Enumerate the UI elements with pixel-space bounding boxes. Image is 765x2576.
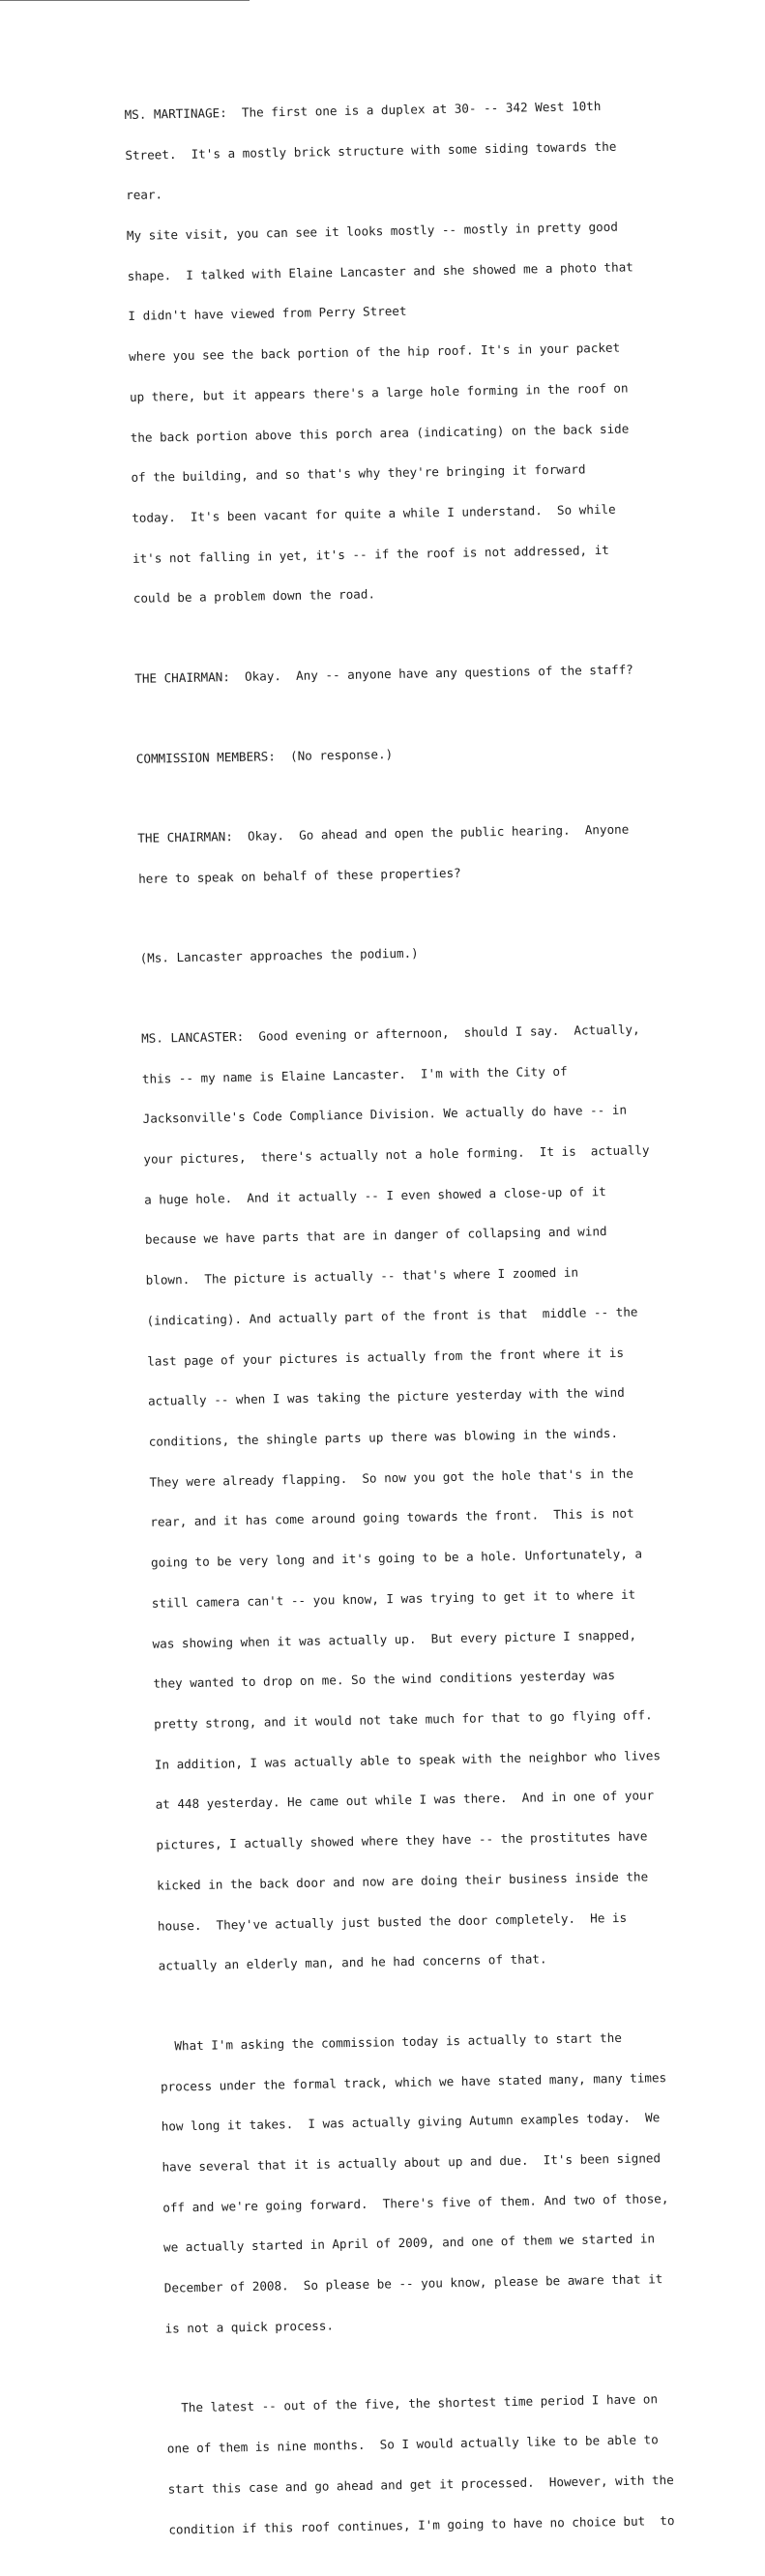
text-line: rear, and it has come around going towards the front. This is not bbox=[150, 1506, 634, 1530]
text-line: actually an elderly man, and he had concerns of that. bbox=[158, 1951, 547, 1974]
text-line: In addition, I was actually able to speak with the neighbor who lives bbox=[154, 1747, 662, 1772]
text-line: pretty strong, and it would not take much for that to go flying off. bbox=[153, 1707, 653, 1732]
text-line: THE CHAIRMAN: Okay. Go ahead and open the public hearing. Anyone bbox=[137, 821, 630, 845]
text-line: December of 2008. So please be -- you know, please be aware that it bbox=[163, 2271, 663, 2295]
text-line: because we have parts that are in danger of collapsing and wind bbox=[144, 1224, 607, 1248]
text-line: start this case and go ahead and get it processed. However, with the bbox=[167, 2472, 674, 2497]
text-line: MS. LANCASTER: Good evening or afternoon, should I say. Actually, bbox=[140, 1022, 640, 1046]
text-line: blown. The picture is actually -- that's where I zoomed in bbox=[145, 1264, 579, 1288]
text-line: have several that it is actually about up and due. It's been signed bbox=[162, 2150, 662, 2175]
text-line: we actually started in April of 2009, and one of them we started in bbox=[162, 2231, 656, 2256]
text-line: actually -- when I was taking the picture yesterday with the wind bbox=[147, 1385, 625, 1409]
text-line: off and we're going forward. There's five of them. And two of those, bbox=[162, 2190, 669, 2215]
text-line: they wanted to drop on me. So the wind conditions yesterday was bbox=[153, 1668, 616, 1692]
text-line: (indicating). And actually part of the front is that middle -- the bbox=[146, 1304, 638, 1328]
text-line: conditions, the shingle parts up there was blowing in the winds. bbox=[148, 1425, 619, 1449]
transcript-page bbox=[124, 72, 707, 2576]
text-line: where you see the back portion of the hip roof. It's in your packet bbox=[129, 340, 621, 365]
lancaster-timeline bbox=[165, 2365, 706, 2563]
text-line: here to speak on behalf of these properties? bbox=[137, 865, 461, 886]
text-line: My site visit, you can see it looks mostly -- mostly in pretty good bbox=[126, 219, 618, 243]
text-line: process under the formal track, which we have stated many, many times bbox=[160, 2069, 667, 2094]
text-line: condition if this roof continues, I'm going to have no choice but to bbox=[168, 2512, 675, 2537]
text-line: a huge hole. And it actually -- I even showed a close-up of it bbox=[144, 1183, 606, 1207]
chairman-question bbox=[134, 636, 673, 713]
text-line: Jacksonville's Code Compliance Division. We actually do have -- in bbox=[142, 1102, 628, 1127]
text-line: (Ms. Lancaster approaches the podium.) bbox=[139, 945, 419, 966]
top-rule bbox=[0, 0, 250, 1]
commission-response bbox=[135, 715, 674, 792]
text-line: the back portion above this porch area (indicating) on the back side bbox=[130, 421, 630, 445]
text-line: rear. bbox=[126, 187, 163, 203]
text-line: They were already flapping. So now you got the hole that's in the bbox=[149, 1466, 634, 1490]
text-line: how long it takes. I was actually giving Autumn examples today. We bbox=[161, 2110, 661, 2134]
text-line: could be a problem down the road. bbox=[132, 586, 376, 607]
text-line: up there, but it appears there's a large hole forming in the roof on bbox=[129, 380, 629, 404]
text-line: Street. It's a mostly brick structure with some siding towards the bbox=[125, 138, 617, 163]
text-line: it's not falling in yet, it's -- if the roof is not addressed, it bbox=[132, 542, 609, 566]
martinage-statement bbox=[124, 72, 671, 633]
text-line: of the building, and so that's why they're bringing it forward bbox=[131, 461, 586, 486]
text-line: this -- my name is Elaine Lancaster. I'm with the City of bbox=[141, 1063, 568, 1086]
text-line: going to be very long and it's going to be a hole. Unfortunately, a bbox=[150, 1546, 643, 1570]
text-line: shape. I talked with Elaine Lancaster and she showed me a photo that bbox=[127, 259, 633, 283]
text-line: house. They've actually just busted the door completely. He is bbox=[157, 1910, 628, 1934]
lancaster-statement bbox=[141, 995, 697, 2000]
text-line: one of them is nine months. So I would actually like to be able to bbox=[166, 2432, 659, 2456]
chairman-hearing bbox=[137, 795, 677, 912]
text-line: MS. MARTINAGE: The first one is a duplex at 30- -- 342 West 10th bbox=[124, 98, 602, 122]
text-line: at 448 yesterday. He came out while I was there. And in one of your bbox=[155, 1788, 655, 1813]
text-line: THE CHAIRMAN: Okay. Any -- anyone have any questions of the staff? bbox=[134, 662, 633, 686]
text-line: is not a quick process. bbox=[164, 2318, 335, 2336]
text-line: last page of your pictures is actually from the front where it is bbox=[147, 1345, 625, 1369]
text-line: COMMISSION MEMBERS: (No response.) bbox=[135, 746, 394, 766]
text-line: today. It's been vacant for quite a while I understand. So while bbox=[132, 501, 616, 525]
lancaster-request bbox=[160, 2003, 704, 2363]
text-line: still camera can't -- you know, I was trying to get it to where it bbox=[151, 1586, 636, 1611]
text-line: kicked in the back door and now are doing their business inside the bbox=[157, 1869, 649, 1893]
text-line: I didn't have viewed from Perry Street bbox=[128, 304, 407, 324]
lancaster-approaches bbox=[139, 915, 678, 992]
text-line: your pictures, there's actually not a hole forming. It is actually bbox=[143, 1142, 650, 1167]
text-line: What I'm asking the commission today is actually to start the bbox=[160, 2029, 622, 2054]
text-line: The latest -- out of the five, the shortest time period I have on bbox=[165, 2391, 659, 2416]
text-line: pictures, I actually showed where they have -- the prostitutes have bbox=[156, 1828, 648, 1852]
text-line: was showing when it was actually up. But every picture I snapped, bbox=[152, 1627, 637, 1651]
